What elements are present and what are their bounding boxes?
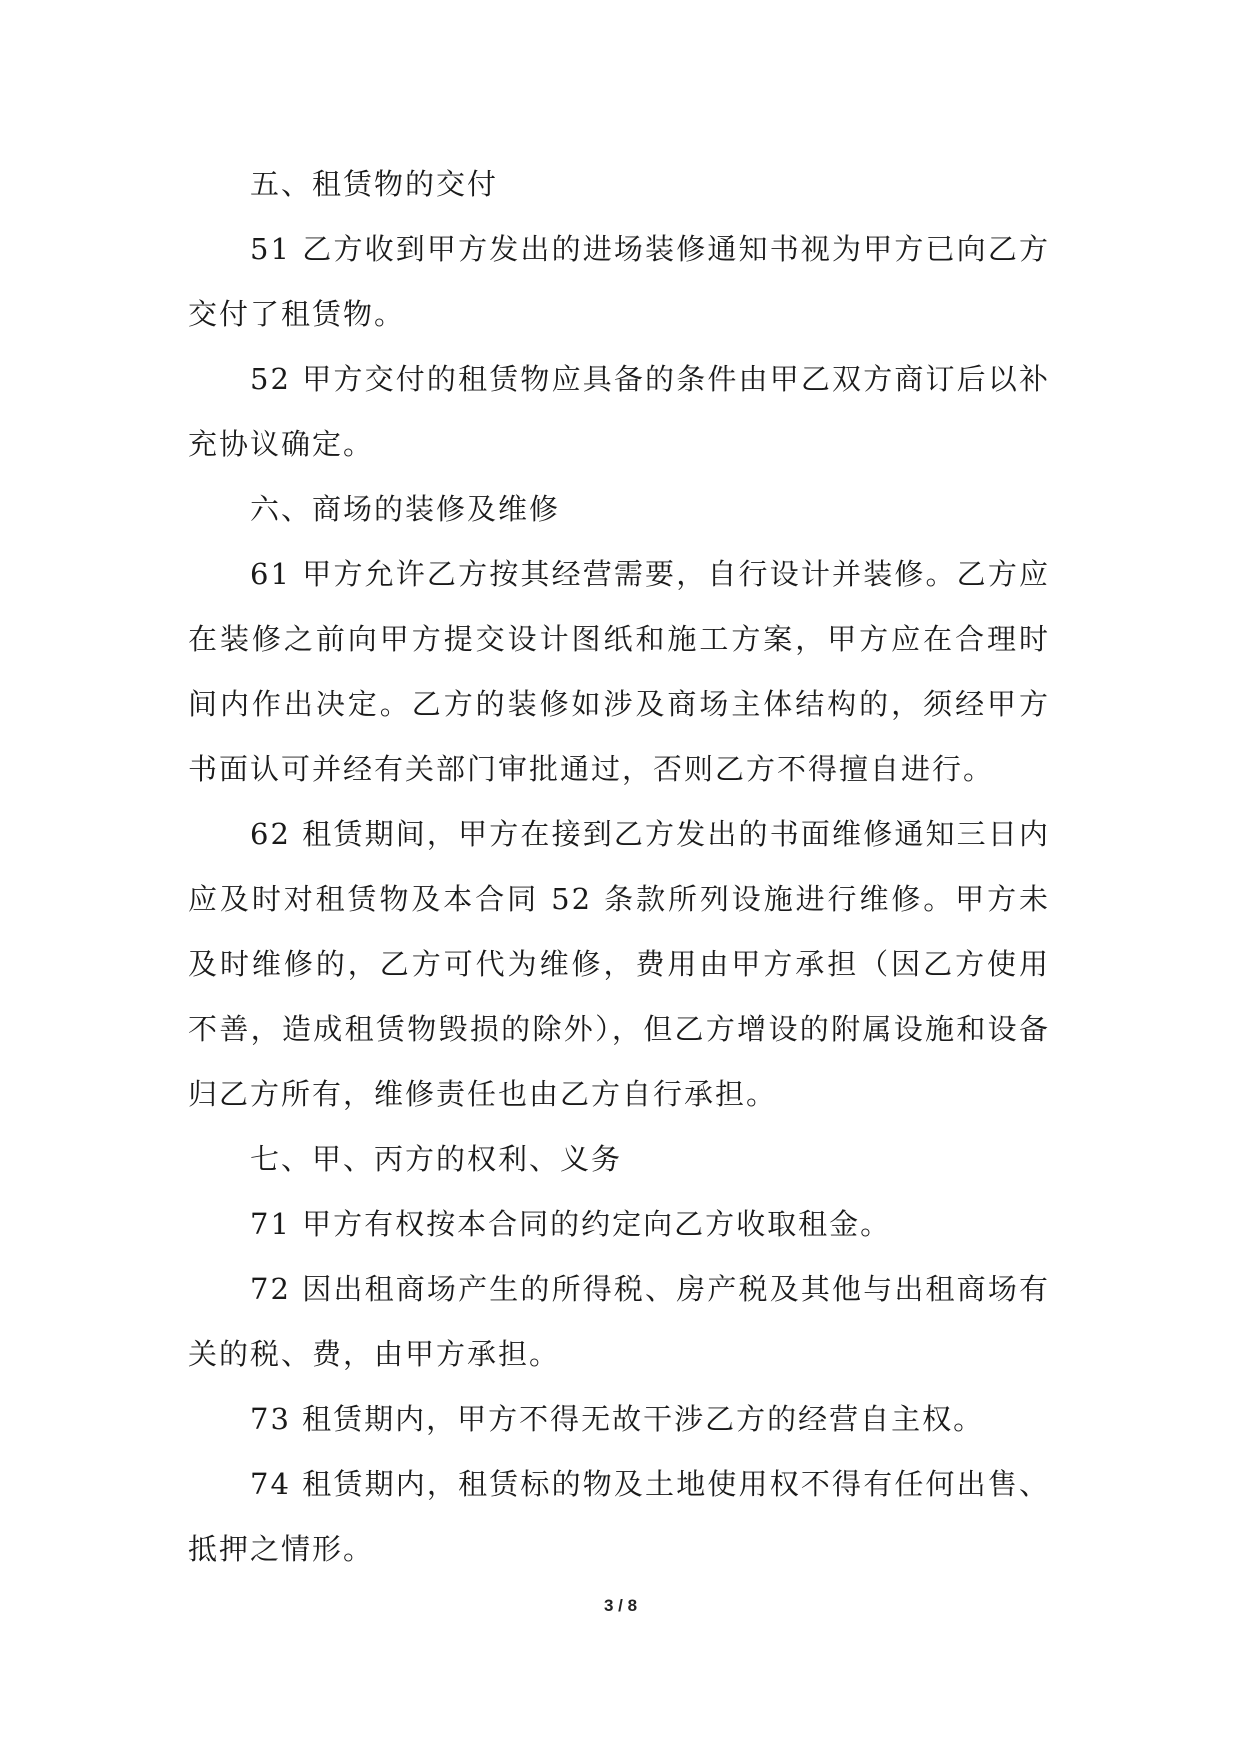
clause-5-1: 51 乙方收到甲方发出的进场装修通知书视为甲方已向乙方交付了租赁物。 xyxy=(188,232,1050,331)
clause-7-4: 74 租赁期内，租赁标的物及土地使用权不得有任何出售、抵押之情形。 xyxy=(188,1467,1050,1566)
document-body xyxy=(188,152,1050,1582)
clause-5-2: 52 甲方交付的租赁物应具备的条件由甲乙双方商订后以补充协议确定。 xyxy=(188,362,1050,461)
clause-6-1: 61 甲方允许乙方按其经营需要，自行设计并装修。乙方应在装修之前向甲方提交设计图纸和施工方案，甲方应在合理时间内作出决定。乙方的装修如涉及商场主体结构的，须经甲方书面认可并经有关部门审批通过，否则乙方不得擅自进行。 xyxy=(188,557,1050,786)
section-heading-rights: 七、甲、丙方的权利、义务 xyxy=(250,1142,623,1176)
clause-7-2: 72 因出租商场产生的所得税、房产税及其他与出租商场有关的税、费，由甲方承担。 xyxy=(188,1272,1050,1371)
section-heading-delivery: 五、租赁物的交付 xyxy=(250,167,499,201)
page-number: 3 / 8 xyxy=(603,1596,638,1615)
clause-6-2: 62 租赁期间，甲方在接到乙方发出的书面维修通知三日内应及时对租赁物及本合同 52 条款所列设施进行维修。甲方未及时维修的，乙方可代为维修，费用由甲方承担（因乙方使用不善，造成租赁物毁损的除外），但乙方增设的附属设施和设备归乙方所有，维修责任也由乙方自行承担。 xyxy=(188,817,1050,1111)
clause-7-1: 71 甲方有权按本合同的约定向乙方收取租金。 xyxy=(250,1207,892,1241)
clause-7-3: 73 租赁期内，甲方不得无故干涉乙方的经营自主权。 xyxy=(250,1402,985,1436)
section-heading-renovation: 六、商场的装修及维修 xyxy=(250,492,561,526)
